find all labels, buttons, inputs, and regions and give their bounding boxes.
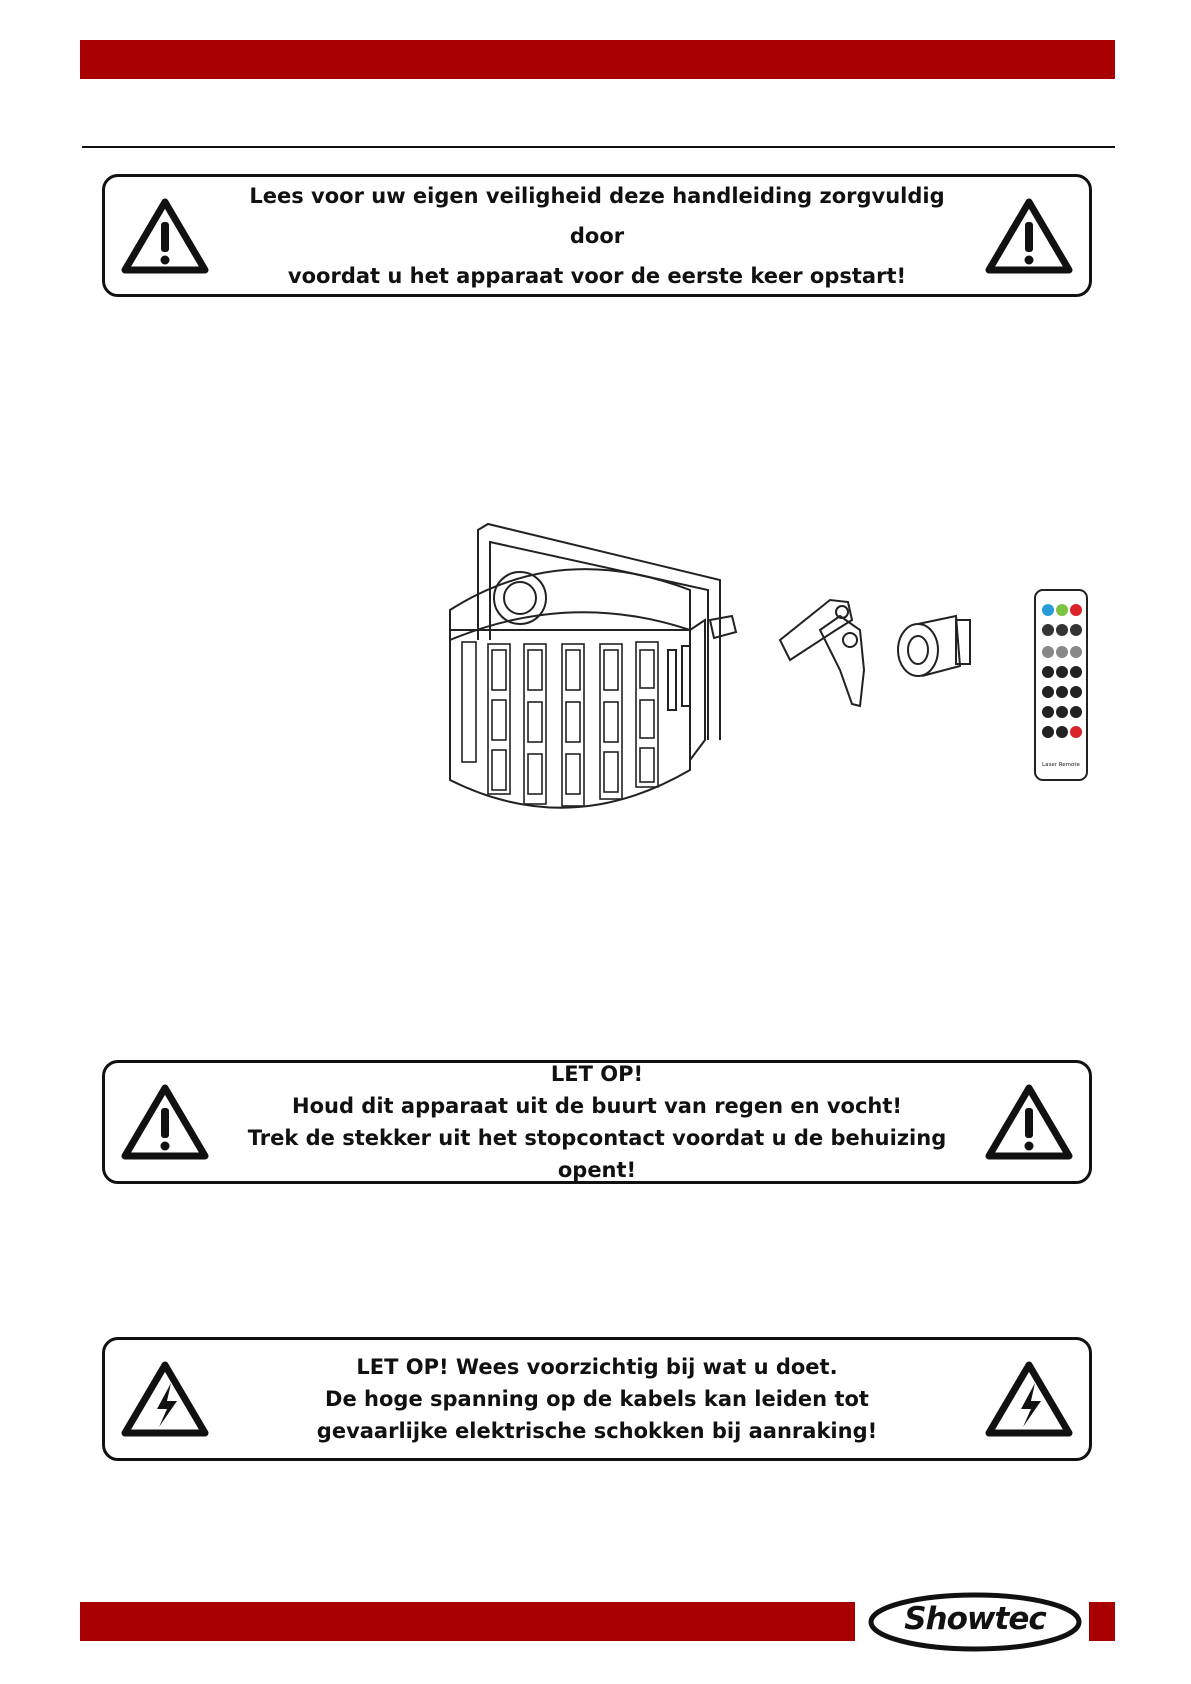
warning-line: LET OP! Wees voorzichtig bij wat u doet.	[356, 1355, 838, 1379]
remote-label: Laser Remote	[1042, 762, 1080, 768]
light-fixture-drawing	[450, 524, 736, 808]
high-voltage-icon	[983, 1359, 1075, 1439]
warning-line: Houd dit apparaat uit de buurt van regen en vocht!	[292, 1094, 902, 1118]
header-rule	[82, 146, 1115, 148]
showtec-logo	[866, 1591, 1084, 1653]
remote-control-drawing	[1035, 590, 1087, 780]
warning-heading: LET OP!	[550, 1062, 644, 1086]
logo-text: Showtec	[904, 1601, 1046, 1637]
warning-triangle-icon	[119, 1082, 211, 1162]
product-illustration	[440, 520, 1100, 840]
warning-line: voordat u het apparaat voor de eerste keer opstart!	[287, 263, 907, 288]
header-red-bar	[80, 40, 1115, 79]
moisture-warning-box	[102, 1060, 1092, 1184]
warning-triangle-icon	[983, 1082, 1075, 1162]
warning-line: gevaarlijke elektrische schokken bij aanraking!	[316, 1419, 878, 1443]
footer-red-bar	[80, 1602, 855, 1641]
warning-line: De hoge spanning op de kabels kan leiden tot	[325, 1387, 869, 1411]
high-voltage-warning-box	[102, 1337, 1092, 1461]
safety-warning-box	[102, 174, 1092, 297]
warning-triangle-icon	[119, 196, 211, 276]
high-voltage-icon	[119, 1359, 211, 1439]
keys-drawing	[780, 600, 864, 706]
warning-triangle-icon	[983, 196, 1075, 276]
warning-line: Trek de stekker uit het stopcontact voordat u de behuizing opent!	[247, 1126, 947, 1182]
key-lock-drawing	[898, 616, 970, 676]
warning-line: Lees voor uw eigen veiligheid deze handleiding zorgvuldig door	[249, 183, 945, 248]
footer-red-bar-end	[1089, 1602, 1115, 1641]
